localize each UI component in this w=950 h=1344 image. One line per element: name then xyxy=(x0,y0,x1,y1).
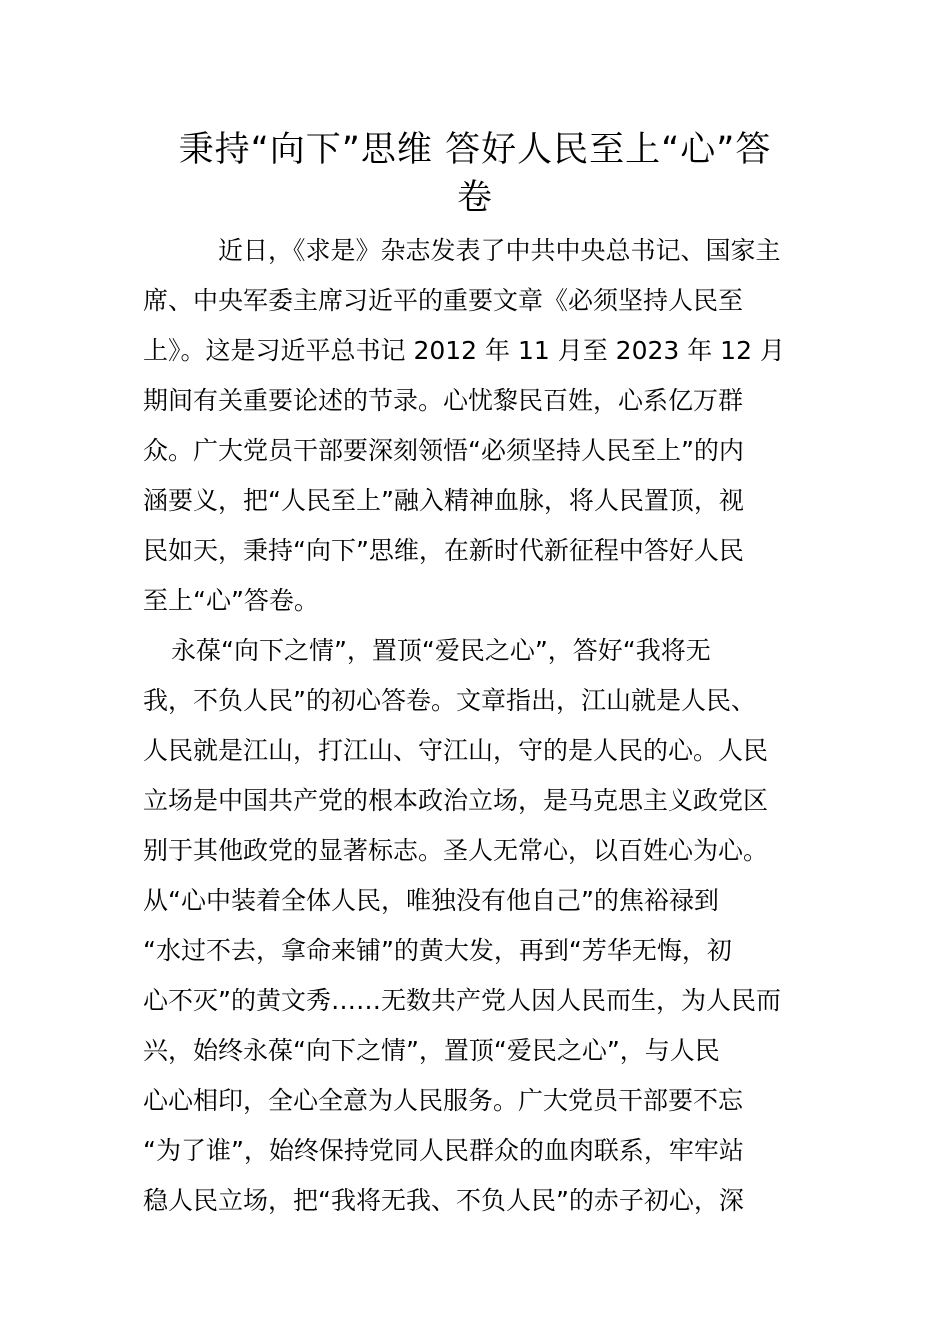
text-line: 从“心中装着全体人民，唯独没有他自己”的焦裕禄到 xyxy=(143,886,719,915)
document-title xyxy=(140,126,810,222)
text-line: “水过不去，拿命来铺”的黄大发，再到“芳华无悔，初 xyxy=(143,936,732,965)
text-line: 人民就是江山，打江山、守江山，守的是人民的心。人民 xyxy=(143,736,769,765)
text-line: 别于其他政党的显著标志。圣人无常心，以百姓心为心。 xyxy=(143,836,769,865)
text-line: 近日，《求是》杂志发表了中共中央总书记、国家主 xyxy=(218,236,781,265)
text-line: 至上“心”答卷。 xyxy=(143,586,319,615)
text-line: 心不灭”的黄文秀……无数共产党人因人民而生，为人民而 xyxy=(143,986,781,1015)
text-line: 永葆“向下之情”，置顶“爱民之心”，答好“我将无 xyxy=(171,636,711,665)
text-line: 心心相印，全心全意为人民服务。广大党员干部要不忘 xyxy=(143,1086,744,1115)
text-line: 期间有关重要论述的节录。心忧黎民百姓，心系亿万群 xyxy=(143,386,744,415)
text-line: 民如天，秉持“向下”思维，在新时代新征程中答好人民 xyxy=(143,536,744,565)
text-line: 立场是中国共产党的根本政治立场，是马克思主义政党区 xyxy=(143,786,769,815)
paragraph-1 xyxy=(143,226,808,626)
text-line: 稳人民立场，把“我将无我、不负人民”的赤子初心，深 xyxy=(143,1186,744,1215)
title-line: 卷 xyxy=(456,178,493,218)
text-line: 众。广大党员干部要深刻领悟“必须坚持人民至上”的内 xyxy=(143,436,744,465)
text-line: 涵要义，把“人民至上”融入精神血脉，将人民置顶，视 xyxy=(143,486,744,515)
text-line: 兴，始终永葆“向下之情”，置顶“爱民之心”，与人民 xyxy=(143,1036,720,1065)
document-body xyxy=(143,226,808,1226)
text-line: 我，不负人民”的初心答卷。文章指出，江山就是人民、 xyxy=(143,686,756,715)
text-line: 席、中央军委主席习近平的重要文章《必须坚持人民至 xyxy=(143,286,744,315)
paragraph-2 xyxy=(143,626,808,1226)
title-line: 秉持“向下”思维 答好人民至上“心”答 xyxy=(178,130,772,170)
text-line: 上》。这是习近平总书记 2012 年 11 月至 2023 年 12 月 xyxy=(143,336,785,365)
text-line: “为了谁”，始终保持党同人民群众的血肉联系，牢牢站 xyxy=(143,1136,744,1165)
